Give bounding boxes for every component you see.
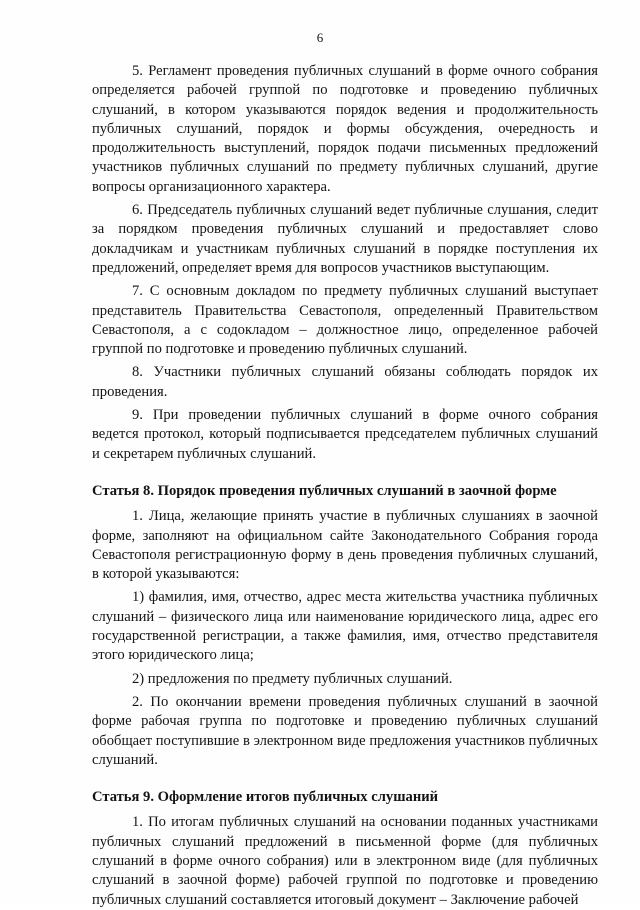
paragraph-8: 8. Участники публичных слушаний обязаны соблюдать порядок их проведения. [92, 364, 598, 400]
page-number: 6 [316, 30, 324, 45]
paragraph-7: 7. С основным докладом по предмету публичных слушаний выступает представитель Правительства Севастополя, определенный Правительством Севастополя, а с содокладом – должностное лицо, определенное рабочей группой по подготовке и проведению публичных слушаний. [92, 283, 598, 358]
section-gap [92, 464, 598, 482]
paragraph-6: 6. Председатель публичных слушаний ведет публичные слушания, следит за порядком проведения публичных слушаний и предоставляет слово докладчикам и участникам публичных слушаний в порядке поступления их предложений, определяет время для вопросов участников выступающим. [92, 202, 598, 276]
article-8-heading: Статья 8. Порядок проведения публичных слушаний в заочной форме [92, 482, 557, 499]
article-8-paragraph-2: 2. По окончании времени проведения публичных слушаний в заочной форме рабочая группа по подготовке и проведению публичных слушаний обобщает поступившие в электронном виде предложения участников публичных слушаний. [92, 693, 598, 768]
article-8-item-2: 2) предложения по предмету публичных слушаний. [132, 670, 453, 687]
document-body [92, 62, 598, 910]
article-8-paragraph-1: 1. Лица, желающие принять участие в публичных слушаниях в заочной форме, заполняют на официальном сайте Законодательного Собрания города Севастополя регистрационную форму в день проведения публичных слушаний, в которой указываются: [92, 508, 598, 583]
section-gap [92, 770, 598, 788]
article-9-heading: Статья 9. Оформление итогов публичных слушаний [92, 789, 439, 806]
paragraph-9: 9. При проведении публичных слушаний в форме очного собрания ведется протокол, который подписывается председателем публичных слушаний и секретарем публичных слушаний. [92, 407, 598, 462]
article-8-item-1: 1) фамилия, имя, отчество, адрес места жительства участника публичных слушаний – физического лица или наименование юридического лица, адрес его государственной регистрации, а также фамилия, имя, отчество представителя этого юридического лица; [92, 589, 598, 664]
article-9-paragraph-1: 1. По итогам публичных слушаний на основании поданных участниками публичных слушаний предложений в письменной форме (для публичных слушаний в форме очного собрания) или в электронном виде (для публичных слушаний в заочной форме) рабочей группой по подготовке и проведению публичных слушаний составляется итоговый документ – Заключение рабочей [92, 814, 598, 908]
paragraph-5: 5. Регламент проведения публичных слушаний в форме очного собрания определяется рабочей группой по подготовке и проведению публичных слушаний, в котором указываются порядок ведения и продолжительность публичных слушаний, порядок и формы обсуждения, очередность и продолжительность выступлений, порядок подачи письменных предложений участников публичных слушаний по предмету публичных слушаний, другие вопросы организационного характера. [92, 63, 598, 195]
